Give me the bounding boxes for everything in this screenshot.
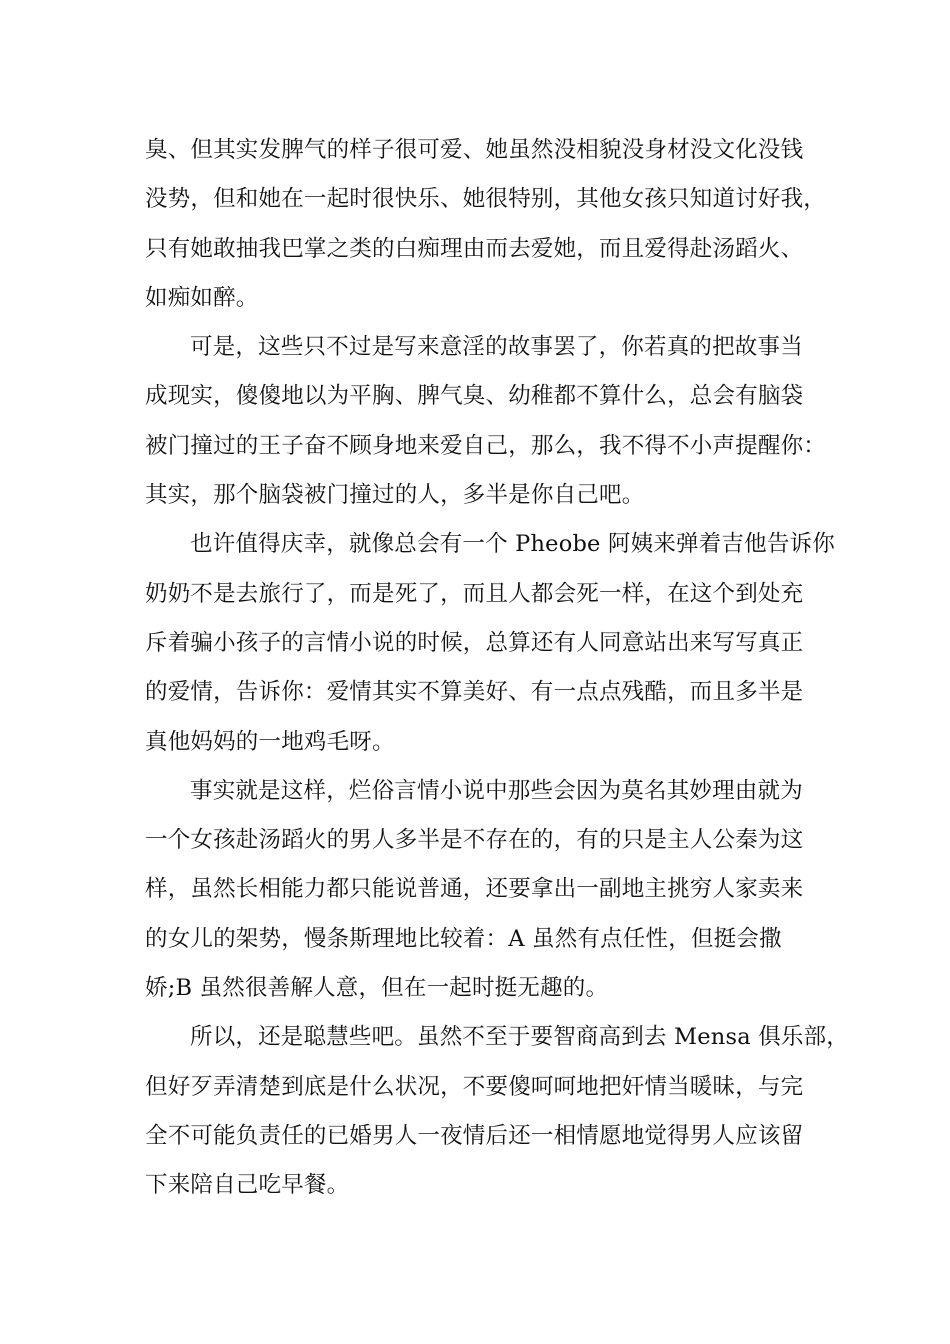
text-line: 其实，那个脑袋被门撞过的人，多半是你自己吧。 xyxy=(145,482,645,509)
text-line: 所以，还是聪慧些吧。虽然不至于要智商高到去 Mensa 俱乐部， xyxy=(190,1024,850,1051)
text-line: 样，虽然长相能力都只能说普通，还要拿出一副地主挑穷人家卖来 xyxy=(145,876,804,903)
text-line: 臭、但其实发脾气的样子很可爱、她虽然没相貌没身材没文化没钱 xyxy=(145,137,804,163)
paragraph-4 xyxy=(145,767,825,1013)
paragraph-1 xyxy=(145,126,825,323)
text-line: 下来陪自己吃早餐。 xyxy=(145,1172,350,1199)
text-line: 也许值得庆幸，就像总会有一个 Pheobe 阿姨来弹着吉他告诉你 xyxy=(190,531,835,558)
text-line: 的女儿的架势，慢条斯理地比较着：A 虽然有点任性，但挺会撒 xyxy=(145,925,782,952)
text-line: 如痴如醉。 xyxy=(145,284,259,311)
text-line: 成现实，傻傻地以为平胸、脾气臭、幼稚都不算什么，总会有脑袋 xyxy=(145,383,804,410)
paragraph-5 xyxy=(145,1013,850,1210)
text-line: 斥着骗小孩子的言情小说的时候，总算还有人同意站出来写写真正 xyxy=(145,629,804,656)
text-line: 但好歹弄清楚到底是什么状况，不要傻呵呵地把奸情当暖昧，与完 xyxy=(145,1073,804,1100)
text-line: 只有她敢抽我巴掌之类的白痴理由而去爱她，而且爱得赴汤蹈火、 xyxy=(145,235,804,262)
document-body xyxy=(145,126,850,1211)
paragraph-3 xyxy=(145,520,835,766)
text-line: 奶奶不是去旅行了，而是死了，而且人都会死一样，在这个到处充 xyxy=(145,580,804,607)
text-line: 娇;B 虽然很善解人意，但在一起时挺无趣的。 xyxy=(145,975,609,1002)
text-line: 没势，但和她在一起时很快乐、她很特别，其他女孩只知道讨好我， xyxy=(145,186,827,213)
text-line: 真他妈妈的一地鸡毛呀。 xyxy=(145,728,395,755)
text-line: 被门撞过的王子奋不顾身地来爱自己，那么，我不得不小声提醒你： xyxy=(145,432,827,459)
text-line: 事实就是这样，烂俗言情小说中那些会因为莫名其妙理由就为 xyxy=(190,777,803,804)
text-line: 可是，这些只不过是写来意淫的故事罢了，你若真的把故事当 xyxy=(190,334,803,361)
text-line: 一个女孩赴汤蹈火的男人多半是不存在的，有的只是主人公秦为这 xyxy=(145,827,804,854)
text-line: 全不可能负责任的已婚男人一夜情后还一相情愿地觉得男人应该留 xyxy=(145,1122,804,1149)
paragraph-2 xyxy=(145,323,825,520)
text-line: 的爱情，告诉你：爱情其实不算美好、有一点点残酷，而且多半是 xyxy=(145,679,804,706)
